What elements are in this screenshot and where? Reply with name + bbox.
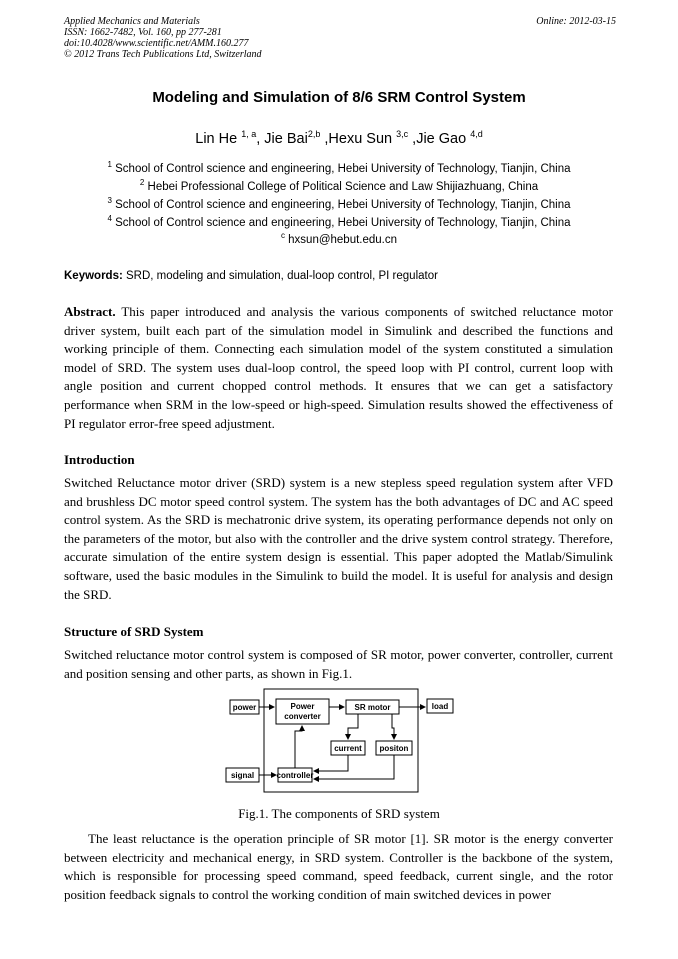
figure-caption: Fig.1. The components of SRD system [238, 806, 440, 821]
load-label: load [431, 702, 449, 711]
controller-label: controller [276, 771, 314, 780]
affiliation [0, 214, 678, 229]
abstract-label: Abstract. [64, 304, 116, 319]
keywords-text: SRD, modeling and simulation, dual-loop control, PI regulator [122, 270, 438, 282]
author-name: Hexu Sun [328, 131, 393, 147]
affiliation-text: Hebei Professional College of Political Science and Law Shijiazhuang, China [147, 181, 539, 193]
author-list [0, 129, 678, 147]
section-heading-introduction: Introduction [64, 452, 135, 467]
affiliation-text: School of Control science and engineering, Hebei University of Technology, Tianjin, China [115, 217, 571, 229]
signal-label: signal [230, 771, 255, 780]
author-sup: 1, a [241, 129, 257, 139]
intro-paragraph: Switched Reluctance motor driver (SRD) system is a new stepless speed regulation system after VFD and brushless DC motor speed control system. The system has the both advantages of DC and AC speed control system. As the SRD is mechatronic drive system, its operating performance depends not only on the parameters of the motor, but also with the controller and the drive system control strategy. Therefore, accurate simulation of the entire system design is essential. This paper adopted the Matlab/Simulink software, used the basic modules in the Simulink to build the model. It is useful for analysis and design the SRD. [64, 475, 613, 602]
author-sup: 3,c [396, 129, 409, 139]
position-label: positon [379, 744, 409, 753]
author-sep: , [256, 131, 265, 147]
abstract [64, 303, 613, 433]
issn: ISSN: 1662-7482, Vol. 160, pp 277-281 [64, 27, 222, 38]
author-name: Lin He [195, 131, 238, 147]
affiliation-text: School of Control science and engineering, Hebei University of Technology, Tianjin, China [115, 163, 571, 175]
author-sep: , [408, 131, 417, 147]
motor-label: SR motor [354, 703, 391, 712]
affiliation-sup: c [280, 231, 285, 240]
affiliation [0, 196, 678, 211]
body-paragraph: The least reluctance is the operation principle of SR motor [1]. SR motor is the energy converter between electricity and mechanical energy, in SRD system. Controller is the backbone of the system, which is responsible for processing speed command, speed feedback, current single, and the rotor position feedback signals to control the working condition of main switched devices in power [64, 831, 613, 902]
current-label: current [334, 744, 362, 753]
affiliation-email [0, 231, 678, 246]
affiliation-sup: 1 [107, 160, 112, 169]
affiliation-sup: 3 [107, 196, 112, 205]
author-name: Jie Gao [416, 131, 467, 147]
paper-title: Modeling and Simulation of 8/6 SRM Control System [152, 89, 526, 106]
keywords-label: Keywords: [64, 270, 123, 282]
abstract-text: This paper introduced and analysis the various components of switched reluctance motor driver system, built each part of the simulation model in Simulink and described the functions and working principle of them. Connecting each simulation model of the system constituted a simulation model of SRD. The system uses dual-loop control, the speed loop with PI control, current loop with angle position and current chopped control methods. It ensures that we can get a satisfactory performance when SRM in the low-speed or high-speed. Simulation results showed the effectiveness of PI regulator error-free speed adjustment. [64, 304, 613, 431]
keywords [64, 270, 624, 282]
affiliation-sup: 4 [107, 214, 112, 223]
affiliation-sup: 2 [139, 178, 145, 187]
email-link[interactable]: hxsun@hebut.edu.cn [288, 234, 398, 246]
journal-name: Applied Mechanics and Materials [64, 16, 200, 27]
author-sup: 2,b [307, 129, 321, 139]
author-name: Jie Bai [264, 131, 308, 147]
structure-paragraph: Switched reluctance motor control system is composed of SR motor, power converter, controller, current and position sensing and other parts, as shown in Fig.1. [64, 647, 613, 681]
srd-block-diagram [0, 686, 678, 796]
converter-label-2: converter [284, 712, 321, 721]
copyright: © 2012 Trans Tech Publications Ltd, Switzerland [64, 49, 262, 60]
author-sep: , [320, 131, 329, 147]
affiliation-text: School of Control science and engineering, Hebei University of Technology, Tianjin, China [115, 199, 571, 211]
affiliation [0, 160, 678, 175]
power-label: power [232, 703, 257, 712]
section-heading-structure: Structure of SRD System [64, 624, 204, 639]
affiliation [0, 178, 678, 193]
author-sup: 4,d [470, 129, 483, 139]
doi[interactable]: doi:10.4028/www.scientific.net/AMM.160.277 [64, 38, 249, 49]
running-header [64, 16, 616, 60]
online-date: Online: 2012-03-15 [536, 16, 616, 27]
converter-label-1: Power [290, 702, 315, 711]
